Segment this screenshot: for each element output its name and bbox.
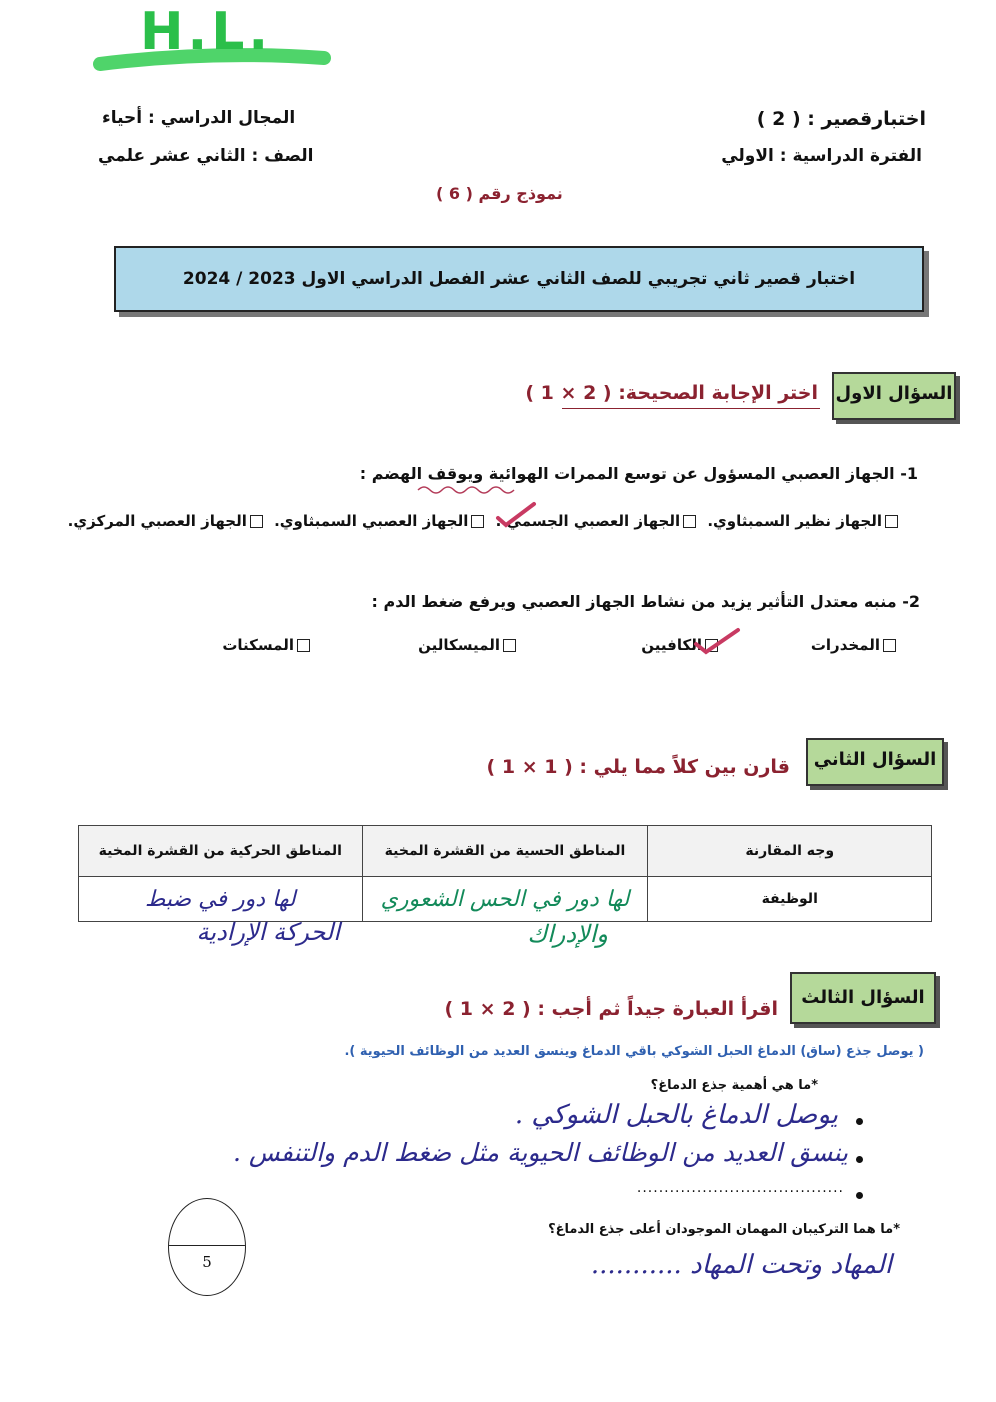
table-header-cell: المناطق الحسية من القشرة المخية (362, 826, 648, 877)
subject: المجال الدراسي : أحياء (102, 108, 296, 128)
checkmark-icon (692, 624, 742, 656)
q3-title: اقرأ العبارة جيداً ثم أجب : ( 2 × 1 ) (444, 998, 778, 1020)
q1-item2-stem: 2- منبه معتدل التأثير يزيد من نشاط الجهاز العصبي ويرفع ضغط الدم : (371, 592, 920, 611)
quiz-number: اختبارقصير : ( 2 ) (756, 108, 926, 130)
q3-sub2: *ما هما التركيبان المهمان الموجودان أعلى جذع الدماغ؟ (548, 1222, 900, 1237)
q1-title: اختر الإجابة الصحيحة: ( 2 × 1 ) (525, 382, 818, 404)
q1-item1-option-3[interactable]: الجهاز العصبي السمبثاوي. (274, 512, 484, 530)
checkmark-icon (494, 500, 538, 528)
q3-statement: ( يوصل جذع (ساق) الدماغ الحبل الشوكي باقي الدماغ وينسق العديد من الوظائف الحيوية ). (344, 1044, 924, 1059)
q1-item1-option-1[interactable]: الجهاز نظير السمبثاوي. (707, 512, 898, 530)
q1-item1-option-4[interactable]: الجهاز العصبي المركزي. (68, 512, 263, 530)
q3-sub1: *ما هي أهمية جذع الدماغ؟ (650, 1078, 818, 1093)
study-period: الفترة الدراسية : الاولي (721, 146, 922, 166)
table-row-label: الوظيفة (648, 877, 932, 922)
score-divider (169, 1245, 245, 1246)
q3-answer1c[interactable]: ...................................... (636, 1180, 844, 1196)
sensory-answer-line2: والإدراك (527, 920, 608, 948)
q1-box: السؤال الاول (832, 372, 956, 420)
table-header-cell: وجه المقارنة (648, 826, 932, 877)
sensory-answer-line1: لها دور في الحس الشعوري (380, 886, 630, 912)
q1-item2-option-3[interactable]: الميسكالين (418, 636, 516, 654)
table-header-row (79, 826, 932, 877)
q3-box: السؤال الثالث (790, 972, 936, 1024)
grade: الصف : الثاني عشر علمي (98, 146, 314, 166)
q1-item1-stem: 1- الجهاز العصبي المسؤول عن توسع الممرات الهوائية ويوقف الهضم : (359, 464, 918, 483)
q2-title: قارن بين كلاً مما يلي : ( 1 × 1 ) (486, 756, 790, 778)
sensory-answer-cell[interactable] (362, 877, 648, 922)
score-total: 5 (202, 1253, 212, 1271)
bullet-icon (856, 1156, 863, 1163)
motor-answer-cell[interactable] (79, 877, 363, 922)
q1-item2-option-2[interactable]: الكافيين (641, 636, 718, 654)
q3-answer2[interactable]: المهاد وتحت المهاد ........... (590, 1250, 892, 1280)
comparison-table (78, 825, 932, 922)
q2-box: السؤال الثاني (806, 738, 944, 786)
table-row (79, 877, 932, 922)
checkbox-icon[interactable] (471, 515, 484, 528)
checkbox-icon[interactable] (683, 515, 696, 528)
squiggle-icon (416, 482, 516, 496)
banner-title: اختبار قصير ثاني تجريبي للصف الثاني عشر الفصل الدراسي الاول 2023 / 2024 (182, 269, 856, 289)
q1-item1-option-2[interactable]: الجهاز العصبي الجسمي . (496, 512, 697, 530)
bullet-icon (856, 1118, 863, 1125)
q3-answer1a[interactable]: يوصل الدماغ بالحبل الشوكي . (514, 1100, 838, 1130)
q1-item2-option-4[interactable]: المسكنات (222, 636, 310, 654)
bullet-icon (856, 1192, 863, 1199)
model-number: نموذج رقم ( 6 ) (436, 184, 563, 203)
motor-answer-line1: لها دور في ضبط (144, 886, 296, 912)
score-circle (168, 1198, 246, 1296)
checkbox-icon[interactable] (297, 639, 310, 652)
checkbox-icon[interactable] (883, 639, 896, 652)
logo-text: H.L. (140, 2, 273, 62)
table-header-cell: المناطق الحركية من القشرة المخية (79, 826, 363, 877)
checkbox-icon[interactable] (250, 515, 263, 528)
q1-item1-options (68, 512, 898, 530)
title-banner (114, 246, 924, 312)
motor-answer-line2: الحركة الإرادية (196, 918, 340, 946)
checkbox-icon[interactable] (885, 515, 898, 528)
q1-title-underline (562, 408, 820, 409)
q3-answer1b[interactable]: ينسق العديد من الوظائف الحيوية مثل ضغط الدم والتنفس . (232, 1138, 848, 1167)
checkbox-icon[interactable] (503, 639, 516, 652)
handwritten-logo (92, 2, 332, 82)
q1-item2-option-1[interactable]: المخدرات (811, 636, 896, 654)
